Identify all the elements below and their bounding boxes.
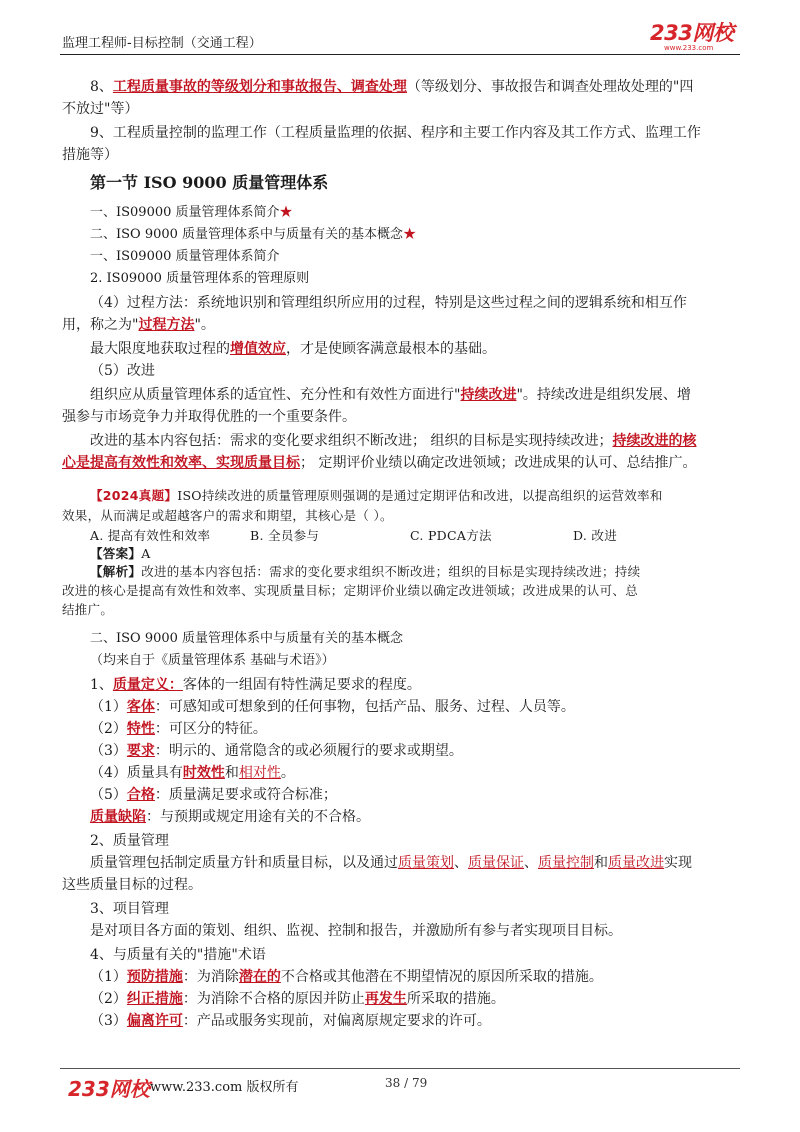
concept-2	[90, 696, 575, 718]
t: 、	[454, 855, 468, 871]
star-icon: ★	[403, 227, 417, 242]
t: 和	[224, 765, 239, 781]
t: ：为消除不合格的原因并防止	[182, 991, 365, 1007]
key-term: 特性	[126, 721, 155, 737]
footer-divider	[60, 1068, 740, 1069]
qm-heading: 2、质量管理	[90, 833, 169, 849]
para-4-cont	[62, 314, 215, 336]
explanation-3: 结推广。	[62, 602, 114, 617]
t: （1）	[90, 699, 127, 715]
t: 1、	[90, 677, 113, 693]
t: 一、IS09000 质量管理体系简介	[90, 205, 280, 220]
measure-3	[90, 1010, 491, 1032]
t: 二、ISO 9000 质量管理体系中与质量有关的基本概念	[90, 227, 404, 242]
header-divider	[60, 54, 740, 55]
key-term: 预防措施	[126, 969, 183, 985]
t: 、	[524, 855, 538, 871]
key-term: 质量控制	[538, 855, 594, 871]
item-9: 9、工程质量控制的监理工作（工程质量监理的依据、程序和主要工作内容及其工作方式、监理工作	[90, 125, 701, 141]
measure-1	[90, 966, 603, 988]
measures-heading: 4、与质量有关的"措施"术语	[90, 947, 266, 963]
t: 用，称之为"	[62, 317, 139, 333]
qm-para	[90, 852, 692, 874]
t: "。持续改进是组织发展、增	[516, 387, 691, 403]
outline-4: 2. IS09000 质量管理体系的管理原则	[90, 271, 310, 286]
header-title: 监理工程师-目标控制（交通工程）	[62, 36, 262, 51]
concept-6	[90, 784, 337, 806]
t: （5）	[90, 787, 127, 803]
key-term: 持续改进	[460, 387, 517, 403]
key-term: 质量定义：	[112, 677, 183, 693]
t: ：明示的、通常隐含的或必须履行的要求或期望。	[154, 743, 463, 759]
para-5	[90, 384, 691, 406]
question-tag: 【2024真题】	[90, 488, 178, 503]
footer-copyright: www.233.com 版权所有	[150, 1080, 299, 1095]
footer-logo[interactable]: 233网校	[68, 1077, 150, 1101]
key-term: 合格	[126, 787, 155, 803]
t: ：与预期或规定用途有关的不合格。	[146, 809, 370, 825]
t: ：可感知或可想象到的任何事物，包括产品、服务、过程、人员等。	[154, 699, 575, 715]
key-term: 客体	[126, 699, 155, 715]
concept-4	[90, 740, 463, 762]
t: ：质量满足要求或符合标准；	[154, 787, 337, 803]
t: 客体的一组固有特性满足要求的程度。	[182, 677, 421, 693]
qm-para-cont: 这些质量目标的过程。	[62, 877, 202, 893]
key-term: 潜在的	[238, 969, 281, 985]
concept-source: （均来自于《质量管理体系 基础与术语》）	[90, 653, 335, 668]
t: 改进的基本内容包括：需求的变化要求组织不断改进；组织的目标是实现持续改进；持续	[141, 564, 641, 579]
t: 组织应从质量管理体系的适宜性、充分性和有效性方面进行"	[90, 387, 461, 403]
key-term: 偏离许可	[126, 1013, 183, 1029]
key-term: 质量改进	[608, 855, 664, 871]
t: （2）	[90, 991, 127, 1007]
logo-text: 233网校	[650, 21, 734, 45]
question-line-2: 效果，从而满足或超越客户的需求和期望，其核心是（ ）。	[62, 508, 393, 523]
key-term: 质量保证	[468, 855, 524, 871]
item-8-cont: 不放过"等）	[62, 101, 139, 117]
t: 8、	[90, 79, 113, 95]
t: ISO持续改进的质量管理原则强调的是通过定期评估和改进，以提高组织的运营效率和	[177, 488, 663, 503]
t: （4）质量具有	[90, 765, 183, 781]
concept-3	[90, 718, 267, 740]
para-5-title: （5）改进	[90, 363, 155, 379]
t: ：产品或服务实现前，对偏离原规定要求的许可。	[182, 1013, 491, 1029]
t: 不合格或其他潜在不期望情况的原因所采取的措施。	[280, 969, 603, 985]
t: 改进的基本内容包括：需求的变化要求组织不断改进； 组织的目标是实现持续改进；	[90, 433, 613, 449]
t: "。	[194, 317, 215, 333]
logo-sub: www.233.com	[664, 44, 714, 52]
key-term: 持续改进的核	[612, 433, 697, 449]
key-term: 质量策划	[398, 855, 454, 871]
brand-logo[interactable]	[650, 22, 738, 52]
t: （2）	[90, 721, 127, 737]
key-term: 纠正措施	[126, 991, 183, 1007]
outline-3: 一、IS09000 质量管理体系简介	[90, 249, 280, 264]
item-8	[90, 76, 693, 98]
para-6	[90, 430, 696, 452]
answer-value: A	[141, 546, 151, 561]
option-a: A. 提高有效性和效率	[90, 528, 211, 543]
t: 质量管理包括制定质量方针和质量目标，以及通过	[90, 855, 398, 871]
t: 所采取的措施。	[406, 991, 505, 1007]
para-6-cont	[62, 452, 696, 474]
concept-heading: 二、ISO 9000 质量管理体系中与质量有关的基本概念	[90, 631, 404, 646]
answer-tag: 【答案】	[90, 546, 142, 561]
measure-2	[90, 988, 505, 1010]
question-line-1	[90, 486, 663, 506]
t: 最大限度地获取过程的	[90, 341, 230, 357]
item-9-cont: 措施等）	[62, 147, 118, 163]
answer	[90, 544, 151, 564]
explanation-tag: 【解析】	[90, 564, 142, 579]
concept-7	[90, 806, 370, 828]
key-term: 相对性	[238, 765, 281, 781]
t: ：为消除	[182, 969, 239, 985]
key-term: 质量缺陷	[90, 809, 146, 825]
option-c: C. PDCA方法	[410, 528, 492, 543]
key-term: 时效性	[182, 765, 225, 781]
section-heading: 第一节 ISO 9000 质量管理体系	[90, 173, 329, 192]
t: 实现	[664, 855, 692, 871]
para-4: （4）过程方法：系统地识别和管理组织所应用的过程，特别是这些过程之间的逻辑系统和相互作	[90, 295, 687, 311]
key-term: 心是提高有效性和效率、实现质量目标	[62, 455, 300, 471]
pm-para: 是对项目各方面的策划、组织、监视、控制和报告，并激励所有参与者实现项目目标。	[90, 923, 622, 939]
outline-1	[90, 202, 293, 224]
t: （1）	[90, 969, 127, 985]
option-b: B. 全员参与	[250, 528, 320, 543]
t: 。	[280, 765, 295, 781]
t: 和	[594, 855, 608, 871]
para-4b	[90, 338, 496, 360]
key-term: 增值效应	[230, 341, 286, 357]
outline-2	[90, 224, 416, 246]
para-5-cont: 强参与市场竞争力并取得优胜的一个重要条件。	[62, 409, 356, 425]
t: ； 定期评价业绩以确定改进领域；改进成果的认可、总结推广。	[300, 455, 697, 471]
option-d: D. 改进	[573, 528, 618, 543]
pm-heading: 3、项目管理	[90, 901, 169, 917]
page-number: 38 / 79	[385, 1076, 428, 1090]
t: （3）	[90, 743, 127, 759]
key-term: 再发生	[364, 991, 407, 1007]
t: （3）	[90, 1013, 127, 1029]
t: ，才是使顾客满意最根本的基础。	[286, 341, 496, 357]
star-icon: ★	[279, 205, 293, 220]
explanation-2: 改进的核心是提高有效性和效率、实现质量目标；定期评价业绩以确定改进领域；改进成果的认可、总	[62, 583, 639, 598]
t: （等级划分、事故报告和调查处理故处理的"四	[406, 79, 694, 95]
key-term: 过程方法	[138, 317, 195, 333]
t: ：可区分的特征。	[154, 721, 267, 737]
concept-1	[90, 674, 421, 696]
key-term: 要求	[126, 743, 155, 759]
key-term: 工程质量事故的等级划分和事故报告、调查处理	[112, 79, 407, 95]
concept-5	[90, 762, 295, 784]
explanation-1	[90, 562, 640, 582]
